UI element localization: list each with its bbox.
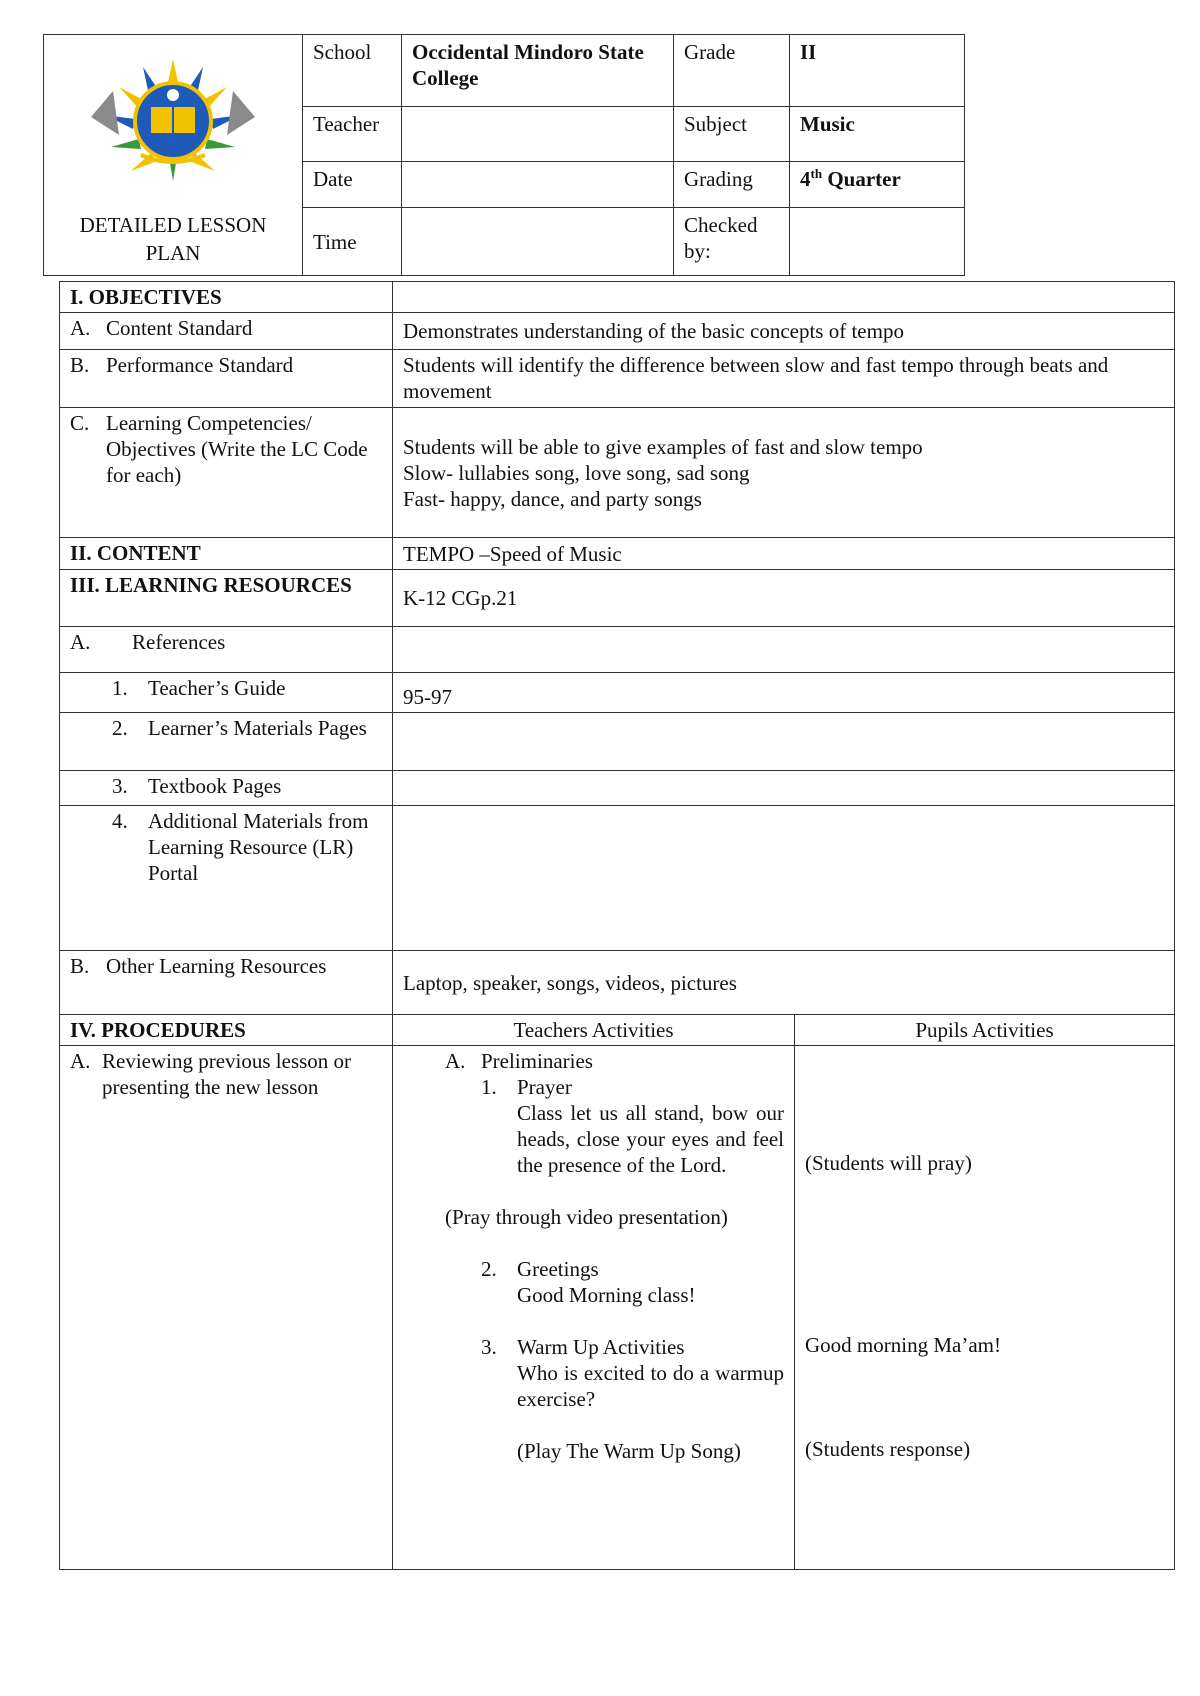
teachers-guide-label bbox=[60, 673, 393, 713]
content-value: TEMPO –Speed of Music bbox=[393, 538, 1175, 570]
school-value: Occidental Mindoro State College bbox=[402, 35, 674, 107]
grade-value: II bbox=[790, 35, 965, 107]
warmup-note: (Play The Warm Up Song) bbox=[517, 1439, 741, 1463]
learners-materials-label bbox=[60, 713, 393, 771]
checked-by-value[interactable] bbox=[790, 208, 965, 276]
objectives-heading: I. OBJECTIVES bbox=[60, 282, 393, 313]
school-label: School bbox=[303, 35, 402, 107]
warmup-title: Warm Up Activities bbox=[517, 1335, 685, 1359]
grading-word: Quarter bbox=[822, 167, 901, 191]
other-resources-mark: B. bbox=[70, 954, 90, 978]
learning-competencies-label bbox=[60, 408, 393, 538]
prayer-title: Prayer bbox=[517, 1075, 572, 1099]
textbook-pages-num: 3. bbox=[112, 774, 128, 798]
header-table bbox=[43, 34, 965, 276]
teacher-label: Teacher bbox=[303, 107, 402, 162]
learning-competencies-mark: C. bbox=[70, 411, 90, 435]
date-value[interactable] bbox=[402, 162, 674, 208]
warmup-text: Who is excited to do a warmup exercise? bbox=[517, 1361, 784, 1411]
checked-by-label: Checked by: bbox=[674, 208, 790, 276]
objectives-heading-value bbox=[393, 282, 1175, 313]
content-standard-text: Content Standard bbox=[106, 316, 253, 340]
greetings-step bbox=[445, 1256, 784, 1308]
additional-materials-num: 4. bbox=[112, 809, 128, 833]
learners-materials-text: Learner’s Materials Pages bbox=[148, 716, 367, 740]
other-resources-text: Other Learning Resources bbox=[106, 954, 327, 978]
teachers-guide-num: 1. bbox=[112, 676, 128, 700]
grading-suffix: th bbox=[810, 166, 823, 181]
additional-materials-text: Additional Materials from Learning Resource (LR) Portal bbox=[148, 809, 369, 885]
teacher-activities-cell bbox=[393, 1046, 795, 1570]
pupils-activities-header: Pupils Activities bbox=[795, 1015, 1175, 1046]
prayer-num: 1. bbox=[481, 1075, 497, 1099]
references-text: References bbox=[132, 630, 226, 654]
performance-standard-mark: B. bbox=[70, 353, 90, 377]
doc-title: DETAILED LESSON PLAN bbox=[79, 213, 267, 265]
school-seal-logo bbox=[83, 43, 263, 193]
procedures-heading: IV. PROCEDURES bbox=[60, 1015, 393, 1046]
reviewing-lesson-mark: A. bbox=[70, 1049, 91, 1073]
content-standard-value: Demonstrates understanding of the basic concepts of tempo bbox=[393, 313, 1175, 350]
learning-competencies-text: Learning Competencies/ Objectives (Write the LC Code for each) bbox=[106, 411, 368, 487]
subject-label: Subject bbox=[674, 107, 790, 162]
time-label: Time bbox=[303, 208, 402, 276]
references-value bbox=[393, 627, 1175, 673]
learning-resources-heading: III. LEARNING RESOURCES bbox=[60, 570, 393, 627]
competency-line-3: Fast- happy, dance, and party songs bbox=[403, 486, 702, 511]
learners-materials-value bbox=[393, 713, 1175, 771]
content-standard-mark: A. bbox=[70, 316, 91, 340]
warmup-step bbox=[445, 1334, 784, 1464]
textbook-pages-label bbox=[60, 771, 393, 806]
reviewing-lesson-label bbox=[60, 1046, 393, 1570]
performance-standard-label bbox=[60, 350, 393, 408]
teacher-value[interactable] bbox=[402, 107, 674, 162]
preliminaries-title: Preliminaries bbox=[481, 1049, 593, 1073]
pupil-response-warmup: (Students response) bbox=[805, 1437, 971, 1461]
grading-number: 4 bbox=[800, 167, 811, 191]
content-heading: II. CONTENT bbox=[60, 538, 393, 570]
grading-label: Grading bbox=[674, 162, 790, 208]
prayer-step bbox=[445, 1074, 784, 1178]
additional-materials-label bbox=[60, 806, 393, 951]
performance-standard-text: Performance Standard bbox=[106, 353, 294, 377]
learning-competencies-value bbox=[393, 408, 1175, 538]
grading-value bbox=[790, 162, 965, 208]
other-resources-label bbox=[60, 951, 393, 1015]
greetings-num: 2. bbox=[481, 1257, 497, 1281]
textbook-pages-value bbox=[393, 771, 1175, 806]
competency-line-2: Slow- lullabies song, love song, sad song bbox=[403, 460, 750, 485]
additional-materials-value bbox=[393, 806, 1175, 951]
teachers-guide-value: 95-97 bbox=[393, 673, 1175, 713]
references-mark: A. bbox=[70, 630, 91, 654]
other-resources-value: Laptop, speaker, songs, videos, pictures bbox=[393, 951, 1175, 1015]
prayer-note: (Pray through video presentation) bbox=[445, 1205, 728, 1229]
prayer-text: Class let us all stand, bow our heads, close your eyes and feel the presence of the Lord. bbox=[517, 1101, 784, 1177]
seal-wing-left bbox=[91, 91, 119, 135]
pupil-response-greetings: Good morning Ma’am! bbox=[805, 1333, 1001, 1357]
teachers-guide-text: Teacher’s Guide bbox=[148, 676, 286, 700]
preliminaries-mark: A. bbox=[445, 1049, 466, 1073]
preliminaries-block bbox=[403, 1048, 784, 1464]
teachers-activities-header: Teachers Activities bbox=[393, 1015, 795, 1046]
seal-wing-right bbox=[227, 91, 255, 135]
learners-materials-num: 2. bbox=[112, 716, 128, 740]
greetings-title: Greetings bbox=[517, 1257, 599, 1281]
lesson-plan-table bbox=[59, 281, 1175, 1570]
performance-standard-value: Students will identify the difference between slow and fast tempo through beats and movement bbox=[393, 350, 1175, 408]
reviewing-lesson-text: Reviewing previous lesson or presenting the new lesson bbox=[102, 1049, 352, 1099]
pupil-response-prayer: (Students will pray) bbox=[805, 1151, 972, 1175]
date-label: Date bbox=[303, 162, 402, 208]
greetings-text: Good Morning class! bbox=[517, 1283, 696, 1307]
seal-torch bbox=[167, 89, 179, 101]
learning-resources-value: K-12 CGp.21 bbox=[393, 570, 1175, 627]
textbook-pages-text: Textbook Pages bbox=[148, 774, 282, 798]
content-standard-label bbox=[60, 313, 393, 350]
references-label bbox=[60, 627, 393, 673]
logo-cell bbox=[44, 35, 303, 276]
competency-line-1: Students will be able to give examples of fast and slow tempo bbox=[403, 434, 923, 459]
time-value[interactable] bbox=[402, 208, 674, 276]
pupil-activities-cell bbox=[795, 1046, 1175, 1570]
warmup-num: 3. bbox=[481, 1335, 497, 1359]
subject-value: Music bbox=[790, 107, 965, 162]
grade-label: Grade bbox=[674, 35, 790, 107]
